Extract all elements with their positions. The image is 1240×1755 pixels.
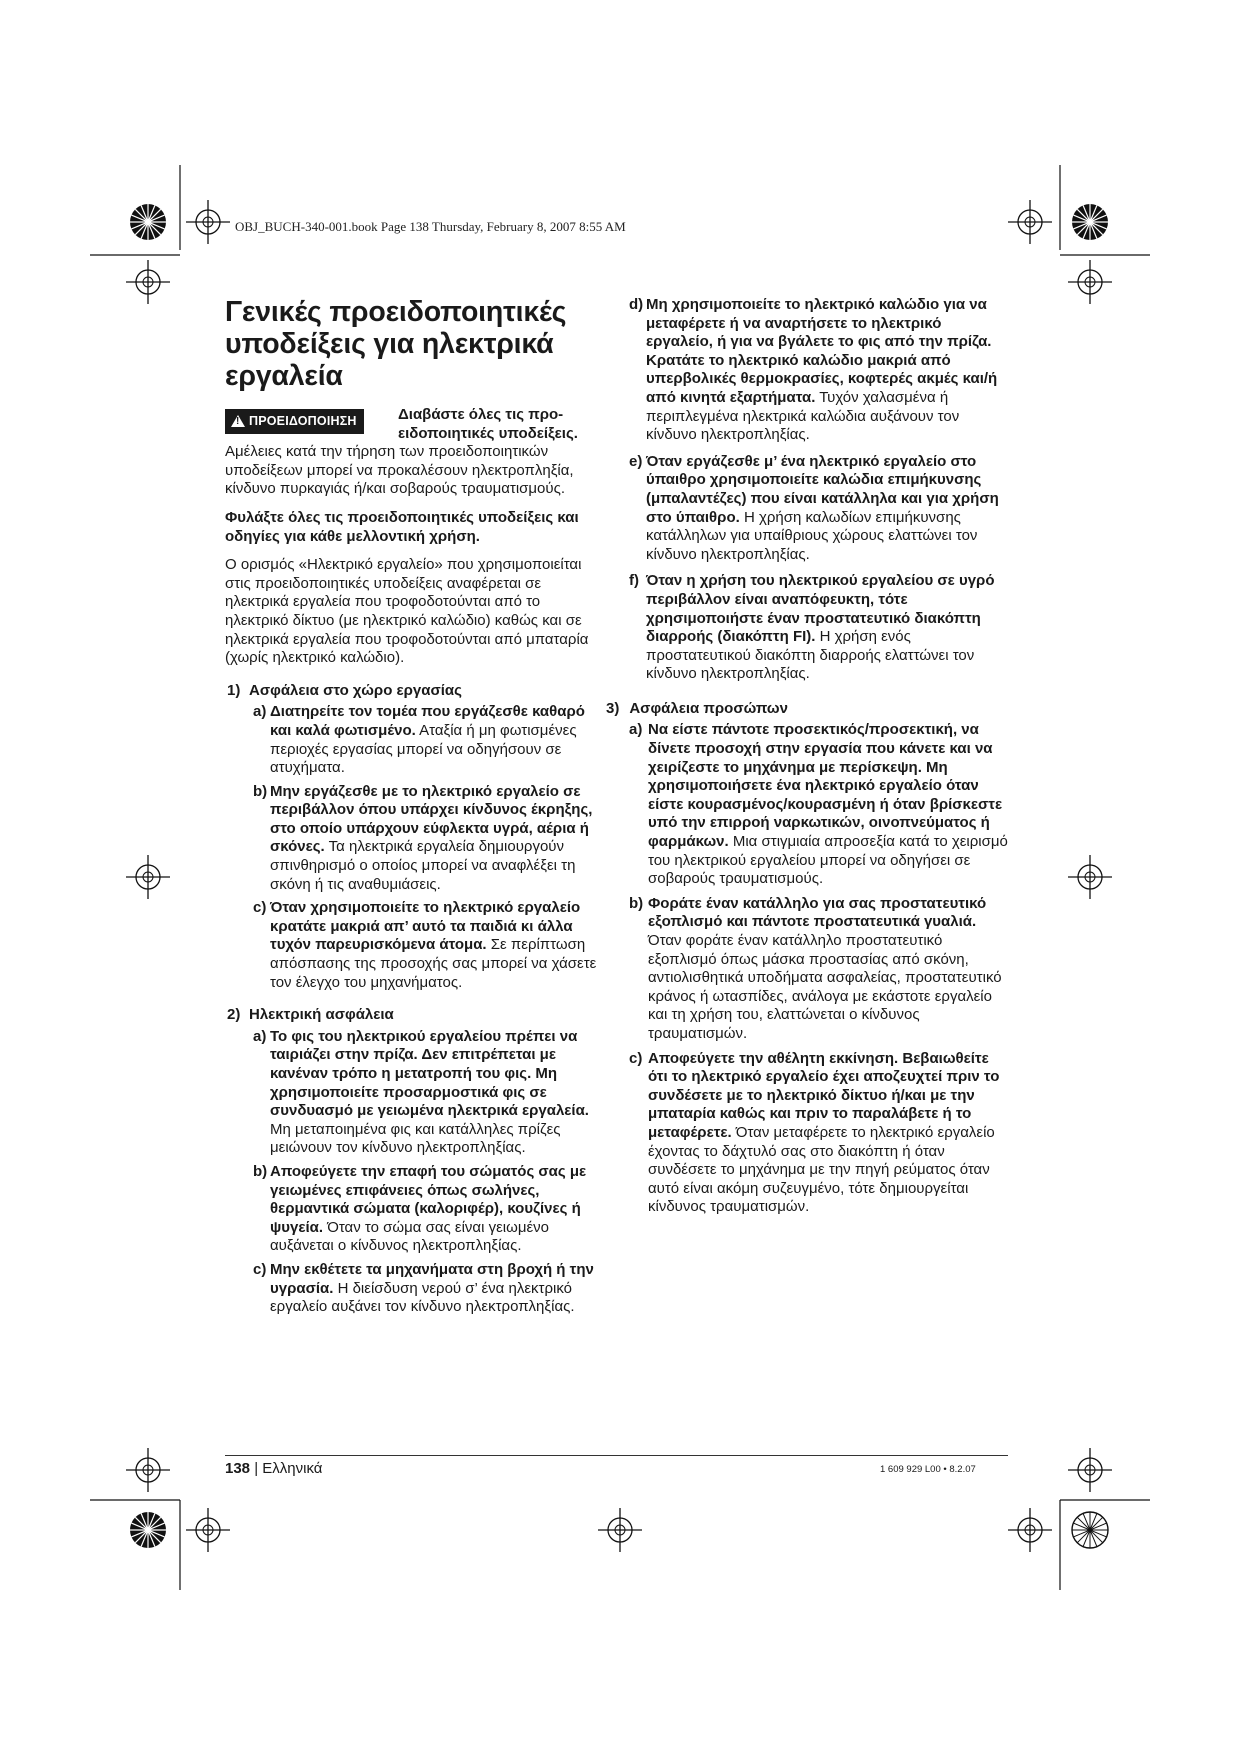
list-item: e) Όταν εργάζεσθε μ’ ένα ηλεκτρικό εργαλείο στο ύπαιθρο χρησιμοποιείτε καλώδια επιμήκυνσης (μπαλαντέζες) που είναι κατάλληλα και για χρήση στο ύπαιθρο. Η χρήση καλωδίων επιμήκυνσης κατάλληλων για υπαίθριους χώρους ελαττώνει τον κίνδυνο ηλεκτροπληξίας. — [629, 452, 999, 563]
list-item: b) Φοράτε έναν κατάλληλο για σας προστατευτικό εξοπλισμό και πάντοτε προστατευτικά γυαλιά. Όταν φοράτε έναν κατάλληλο προστατευτικό εξοπλισμό όπως μάσκα προστασίας από σκόνη, αντιολισθητικά υποδήματα ασφαλείας, προστατευτικό κράνος ή ωτασπίδες, ανάλογα με εκάστοτε εργαλείο και τη χρήση του, ελαττώνεται ο κίνδυνος τραυματισμών. — [629, 894, 1002, 1042]
section-2-title: 2) Ηλεκτρική ασφάλεια — [227, 1006, 394, 1024]
right-column — [606, 296, 1009, 1223]
warning-block — [225, 406, 603, 443]
list-item: b) Αποφεύγετε την επαφή του σώματός σας με γειωμένες επιφάνειες όπως σωλήνες, θερμαντικά σώματα (καλοριφέρ), κουζίνες ή ψυγεία. Όταν το σώμα σας είναι γειωμένο αυξάνεται ο κίνδυνος ηλεκτροπληξίας. — [253, 1162, 587, 1255]
section-1-title: 1) Ασφάλεια στο χώρο εργασίας — [227, 681, 462, 699]
page-title: Γενικές προειδοποιητικές υποδείξεις για ηλεκτρικά εργαλεία — [225, 296, 567, 392]
list-item: b) Μην εργάζεσθε με το ηλεκτρικό εργαλείο σε περιβάλλον όπου υπάρχει κίνδυνος έκρηξης, στο οποίο υπάρχουν εύφλεκτα υγρά, αέρια ή σκόνες. Τα ηλεκτρικά εργαλεία δημιουργούν σπινθηρισμό ο οποίος μπορεί να αναφλέξει τη σκόνη ή τις αναθυμιάσεις. — [253, 782, 593, 893]
print-info: OBJ_BUCH-340-001.book Page 138 Thursday, February 8, 2007 8:55 AM — [235, 219, 626, 234]
footer-language: Ελληνικά — [262, 1460, 323, 1477]
left-column — [225, 296, 603, 1322]
section-3-title: 3) Ασφάλεια προσώπων — [606, 699, 788, 717]
list-item: d) Μη χρησιμοποιείτε το ηλεκτρικό καλώδιο για να μεταφέρετε ή να αναρτήσετε το ηλεκτρικό εργαλείο, ή για να βγάλετε το φις από την πρίζα. Κρατάτε το ηλεκτρικό καλώδιο μακριά από υπερβολικές θερμοκρασίες, κοφτερές ακμές και/ή από κινητά εξαρτήματα. Τυχόν χαλασμένα ή περιπλεγμένα ηλεκτρικά καλώδια αυξάνουν τον κίνδυνο ηλεκτροπληξίας. — [629, 296, 998, 444]
list-item: c) Μην εκθέτετε τα μηχανήματα στη βροχή ή την υγρασία. Η διείσδυση νερού σ’ ένα ηλεκτρικό εργαλείο αυξάνει τον κίνδυνο ηλεκτροπληξίας. — [253, 1260, 594, 1316]
list-item: f) Όταν η χρήση του ηλεκτρικού εργαλείου σε υγρό περιβάλλον είναι αναπόφευκτη, τότε χρησιμοποιήστε έναν προστατευτικό διακόπτη διαρροής (διακόπτη FI). Η χρήση ενός προστατευτικού διακόπτη διαρροής ελαττώνει τον κίνδυνο ηλεκτροπληξίας. — [629, 572, 995, 683]
warning-label: ΠΡΟΕΙΔΟΠΟΙΗΣΗ — [249, 414, 357, 428]
list-item: c) Όταν χρησιμοποιείτε το ηλεκτρικό εργαλείο κρατάτε μακριά απ’ αυτό τα παιδιά κι άλλα τυχόν παρευρισκόμενα άτομα. Σε περίπτωση απόσπασης της προσοχής σας μπορεί να χάσετε τον έλεγχο του μηχανήματος. — [253, 899, 597, 991]
footer-rule — [225, 1455, 1008, 1456]
list-item: a) Διατηρείτε τον τομέα που εργάζεσθε καθαρό και καλά φωτισμένο. Αταξία ή μη φωτισμένες περιοχές εργασίας μπορεί να οδηγήσουν σε ατυχήματα. — [253, 703, 585, 777]
definition-paragraph: Ο ορισμός «Ηλεκτρικό εργαλείο» που χρησιμοποιείται στις προειδοποιητικές υποδείξεις αναφέρεται σε ηλεκτρικά εργαλεία που τροφοδοτούνται από το ηλεκτρικό δίκτυο (με ηλεκτρικό καλώδιο) καθώς και σε ηλεκτρικά εργαλεία που τροφοδοτούνται από μπαταρία (χωρίς ηλεκτρικό καλώδιο). — [225, 556, 589, 667]
list-item: a) Το φις του ηλεκτρικού εργαλείου πρέπει να ταιριάζει στην πρίζα. Δεν επιτρέπεται με κανέναν τρόπο η μετατροπή του φις. Μη χρησιμοποιείτε προσαρμοστικά φις σε συνδυασμό με γειωμένα ηλεκτρικά εργαλεία. Μη μεταποιημένα φις και κατάλληλες πρίζες μειώνουν τον κίνδυνο ηλεκτροπληξίας. — [253, 1027, 589, 1157]
footer-separator: | — [250, 1460, 263, 1477]
warning-triangle-icon: ! — [231, 415, 245, 427]
list-item: c) Αποφεύγετε την αθέλητη εκκίνηση. Βεβαιωθείτε ότι το ηλεκτρικό εργαλείο έχει αποζευχτεί πριν το συνδέσετε με το ηλεκτρικό δίκτυο ή/και με την μπαταρία καθώς και πριν το παραλάβετε ή το μεταφέρετε. Όταν μεταφέρετε το ηλεκτρικό εργαλείο έχοντας το δάχτυλό σας στο διακόπτη ή όταν συνδέσετε το μηχάνημα με την πηγή ρεύματος όταν αυτό είναι ακόμη συζευγμένο, τότε δημιουργείται κίνδυνος τραυματισμών. — [629, 1049, 1000, 1216]
list-item: a) Να είστε πάντοτε προσεκτικός/προσεκτική, να δίνετε προσοχή στην εργασία που κάνετε και να χειρίζεστε το μηχάνημα με περίσκεψη. Μη χρησιμοποιήσετε ένα ηλεκτρικό εργαλείο όταν είστε κουρασμένος/κουρασμένη ή όταν βρίσκεστε υπό την επιρροή ναρκωτικών, οινοπνεύματος ή φαρμάκων. Μια στιγμιαία απροσεξία κατά το χειρισμό του ηλεκτρικού εργαλείου μπορεί να οδηγήσει σε σοβαρούς τραυματισμούς. — [629, 721, 1008, 888]
keep-instructions: Φυλάξτε όλες τις προειδοποιητικές υποδείξεις και οδηγίες για κάθε μελλοντική χρήση. — [225, 508, 579, 545]
warning-text: Αμέλειες κατά την τήρηση των προειδοποιητικών υποδείξεων μπορεί να προκαλέσουν ηλεκτροπληξία, κίνδυνο πυρκαγιάς ή/και σοβαρούς τραυματισμούς. — [225, 443, 574, 498]
warning-badge — [225, 409, 364, 434]
warning-heading: Διαβάστε όλες τις προειδοποιητικές υποδείξεις. — [398, 406, 578, 442]
page-number: 138 — [225, 1460, 251, 1477]
doc-code: 1 609 929 L00 • 8.2.07 — [880, 1464, 976, 1475]
footer-page — [225, 1460, 322, 1477]
